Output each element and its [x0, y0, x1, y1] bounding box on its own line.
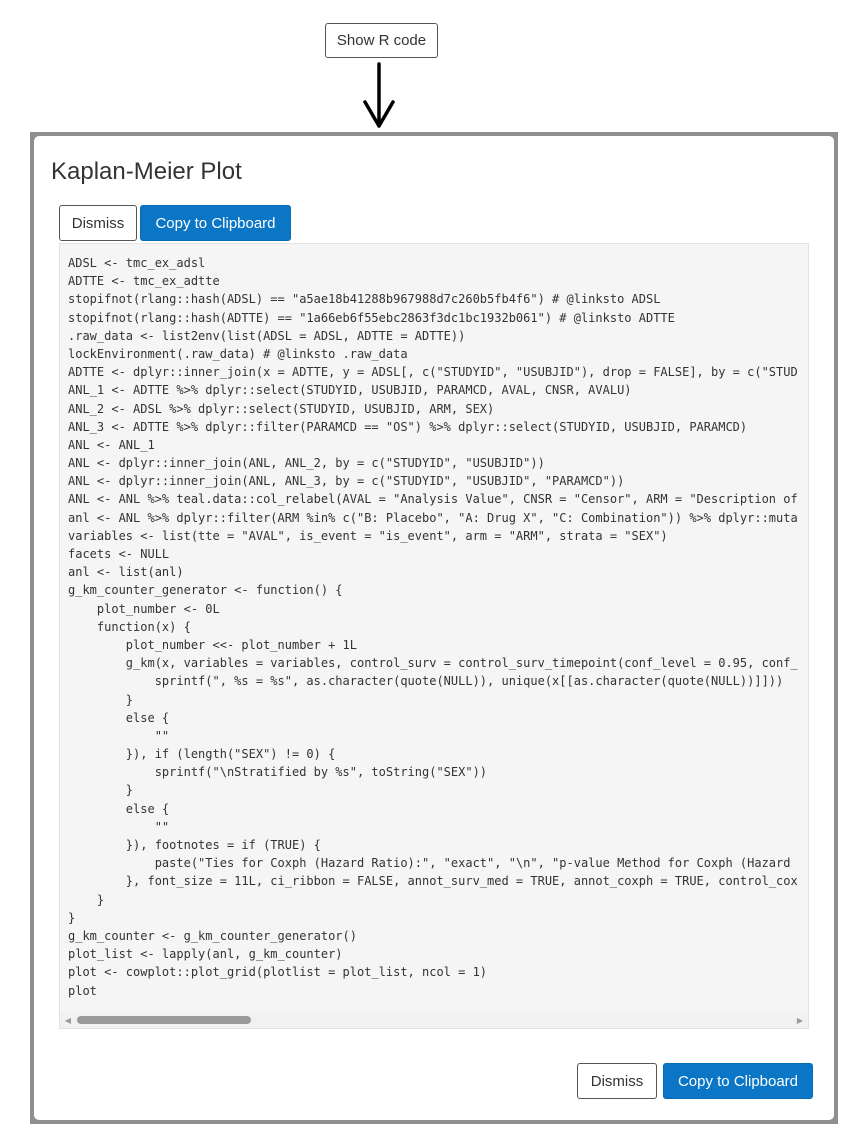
- down-arrow-icon: [361, 62, 397, 130]
- code-line: ADSL <- tmc_ex_adsl: [68, 256, 206, 270]
- code-line: facets <- NULL: [68, 547, 170, 561]
- code-line: plot_list <- lapply(anl, g_km_counter): [68, 947, 343, 962]
- code-line: }), footnotes = if (TRUE) {: [68, 838, 321, 852]
- code-line: sprintf(", %s = %s", as.character(quote(NULL)), unique(x[[as.character(quote(NULL))]])): [68, 674, 784, 689]
- code-line: sprintf("\nStratified by %s", toString("SEX")): [68, 765, 488, 780]
- code-line: stopifnot(rlang::hash(ADTTE) == "1a66eb6f55ebc2863f3dc1bc1932b061") # @linksto ADTTE: [68, 310, 675, 325]
- code-line: lockEnvironment(.raw_data) # @linksto .raw_data: [68, 346, 408, 361]
- code-line: variables <- list(tte = "AVAL", is_event = "is_event", arm = "ARM", strata = "SEX"): [68, 528, 668, 543]
- show-r-code-button[interactable]: Show R code: [325, 23, 438, 58]
- code-content: [68, 254, 808, 1000]
- code-line: }: [68, 910, 76, 925]
- code-line: }: [68, 783, 134, 798]
- dismiss-button-bottom[interactable]: Dismiss: [577, 1063, 657, 1099]
- code-line: }), if (length("SEX") != 0) {: [68, 747, 336, 762]
- copy-to-clipboard-button-top[interactable]: Copy to Clipboard: [140, 205, 291, 241]
- code-line: plot_number <- 0L: [68, 601, 220, 616]
- code-line: paste("Ties for Coxph (Hazard Ratio):", "exact", "\n", "p-value Method for Coxph (Hazard: [68, 856, 791, 871]
- modal-title: Kaplan-Meier Plot: [51, 158, 242, 185]
- code-line: ANL <- ANL_1: [68, 437, 155, 452]
- code-line: ANL_3 <- ADTTE %>% dplyr::filter(PARAMCD == "OS") %>% dplyr::select(STUDYID, USUBJID, PARAMCD): [68, 419, 748, 434]
- scrollbar-thumb[interactable]: [77, 1016, 251, 1024]
- code-line: }: [68, 692, 134, 707]
- code-line: anl <- ANL %>% dplyr::filter(ARM %in% c("B: Placebo", "A: Drug X", "C: Combination")) %>% dplyr::muta: [68, 510, 798, 525]
- code-line: ANL <- dplyr::inner_join(ANL, ANL_3, by = c("STUDYID", "USUBJID", "PARAMCD")): [68, 474, 625, 489]
- code-line: ANL_2 <- ADSL %>% dplyr::select(STUDYID, USUBJID, ARM, SEX): [68, 401, 495, 416]
- code-line: }, font_size = 11L, ci_ribbon = FALSE, annot_surv_med = TRUE, annot_coxph = TRUE, control_cox: [68, 874, 798, 889]
- code-line: else {: [68, 801, 170, 816]
- scroll-left-icon[interactable]: ◀: [64, 1015, 72, 1025]
- code-line: g_km_counter <- g_km_counter_generator(): [68, 928, 357, 943]
- code-line: anl <- list(anl): [68, 565, 184, 580]
- code-line: g_km(x, variables = variables, control_surv = control_surv_timepoint(conf_level = 0.95, conf_: [68, 656, 798, 671]
- code-line: ANL <- ANL %>% teal.data::col_relabel(AVAL = "Analysis Value", CNSR = "Censor", ARM = "Description of: [68, 492, 798, 507]
- code-line: "": [68, 728, 170, 743]
- code-line: plot_number <<- plot_number + 1L: [68, 637, 357, 652]
- code-line: ANL <- dplyr::inner_join(ANL, ANL_2, by = c("STUDYID", "USUBJID")): [68, 456, 545, 471]
- code-modal: [34, 136, 834, 1120]
- code-line: }: [68, 892, 105, 907]
- code-line: else {: [68, 710, 170, 725]
- horizontal-scrollbar[interactable]: [60, 1012, 808, 1028]
- code-line: g_km_counter_generator <- function() {: [68, 583, 343, 598]
- code-line: stopifnot(rlang::hash(ADSL) == "a5ae18b41288b967988d7c260b5fb4f6") # @linksto ADSL: [68, 292, 661, 307]
- copy-to-clipboard-button-bottom[interactable]: Copy to Clipboard: [663, 1063, 813, 1099]
- code-block[interactable]: [59, 243, 809, 1029]
- scroll-right-icon[interactable]: ▶: [796, 1015, 804, 1025]
- code-line: ADTTE <- dplyr::inner_join(x = ADTTE, y = ADSL[, c("STUDYID", "USUBJID"), drop = FALSE], by = c("STUD: [68, 365, 798, 380]
- code-line: function(x) {: [68, 619, 191, 634]
- code-line: plot: [68, 983, 97, 998]
- code-line: ANL_1 <- ADTTE %>% dplyr::select(STUDYID, USUBJID, PARAMCD, AVAL, CNSR, AVALU): [68, 383, 632, 398]
- code-line: plot <- cowplot::plot_grid(plotlist = plot_list, ncol = 1): [68, 965, 488, 980]
- code-line: "": [68, 819, 170, 834]
- code-line: .raw_data <- list2env(list(ADSL = ADSL, ADTTE = ADTTE)): [68, 328, 466, 343]
- code-line: ADTTE <- tmc_ex_adtte: [68, 274, 220, 289]
- modal-backdrop: [30, 132, 838, 1124]
- dismiss-button-top[interactable]: Dismiss: [59, 205, 137, 241]
